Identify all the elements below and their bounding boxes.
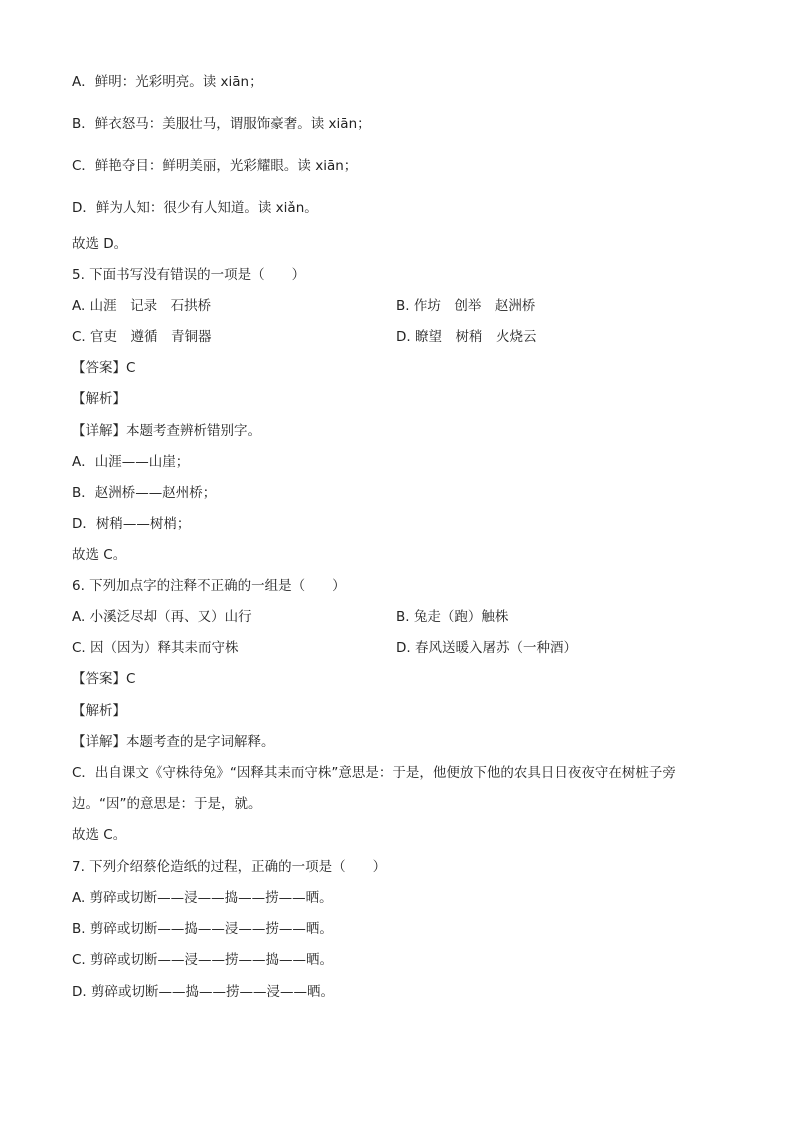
q5-analysis-label: 【解析】 [72,391,126,407]
q7-option-d: D. 剪碎或切断——捣——捞——浸——晒。 [72,984,334,1000]
q5-conclusion: 故选 C。 [72,547,127,563]
q6-stem: 6. 下列加点字的注释不正确的一组是（ ） [72,578,346,594]
q7-option-c: C. 剪碎或切断——浸——捞——捣——晒。 [72,952,334,968]
q5-option-d: D. 瞭望 树稍 火烧云 [396,329,537,345]
q6-analysis-label: 【解析】 [72,703,126,719]
q6-option-c: C. 因（因为）释其耒而守株 [72,640,239,656]
q5-line-b: B．赵洲桥——赵州桥； [72,485,217,501]
q5-stem: 5. 下面书写没有错误的一项是（ ） [72,267,306,283]
q5-option-c: C. 官吏 遵循 青铜器 [72,329,212,345]
q7-option-b: B. 剪碎或切断——捣——浸——捞——晒。 [72,921,333,937]
q5-answer: 【答案】C [72,360,136,376]
q7-option-a: A. 剪碎或切断——浸——捣——捞——晒。 [72,890,333,906]
prev-explanation-a: A．鲜明：光彩明亮。读 xiān； [72,74,263,90]
q5-line-a: A．山涯——山崖； [72,454,190,470]
prev-explanation-b: B．鲜衣怒马：美服壮马，谓服饰豪奢。读 xiān； [72,116,371,132]
q6-explanation: C．出自课文《守株待兔》“因释其耒而守株”意思是：于是，他便放下他的农具日日夜夜守在树桩子旁边。“因”的意思是：于是，就。 [72,765,676,812]
q6-answer: 【答案】C [72,671,136,687]
q6-option-b: B. 兔走（跑）触株 [396,609,509,625]
prev-explanation-d: D．鲜为人知：很少有人知道。读 xiǎn。 [72,200,318,216]
q6-detail: 【详解】本题考查的是字词解释。 [72,734,275,750]
q5-line-d: D．树稍——树梢； [72,516,191,532]
q5-option-a: A. 山涯 记录 石拱桥 [72,298,212,314]
document-page [72,0,732,1123]
prev-explanation-c: C．鲜艳夺目：鲜明美丽，光彩耀眼。读 xiān； [72,158,358,174]
q5-option-b: B. 作坊 创举 赵洲桥 [396,298,536,314]
q6-option-a: A. 小溪泛尽却（再、又）山行 [72,609,252,625]
q7-stem: 7. 下列介绍蔡伦造纸的过程，正确的一项是（ ） [72,859,387,875]
q6-option-d: D. 春风送暖入屠苏（一种酒） [396,640,577,656]
prev-conclusion: 故选 D。 [72,236,128,252]
q5-detail: 【详解】本题考查辨析错别字。 [72,423,261,439]
q6-conclusion: 故选 C。 [72,827,127,843]
